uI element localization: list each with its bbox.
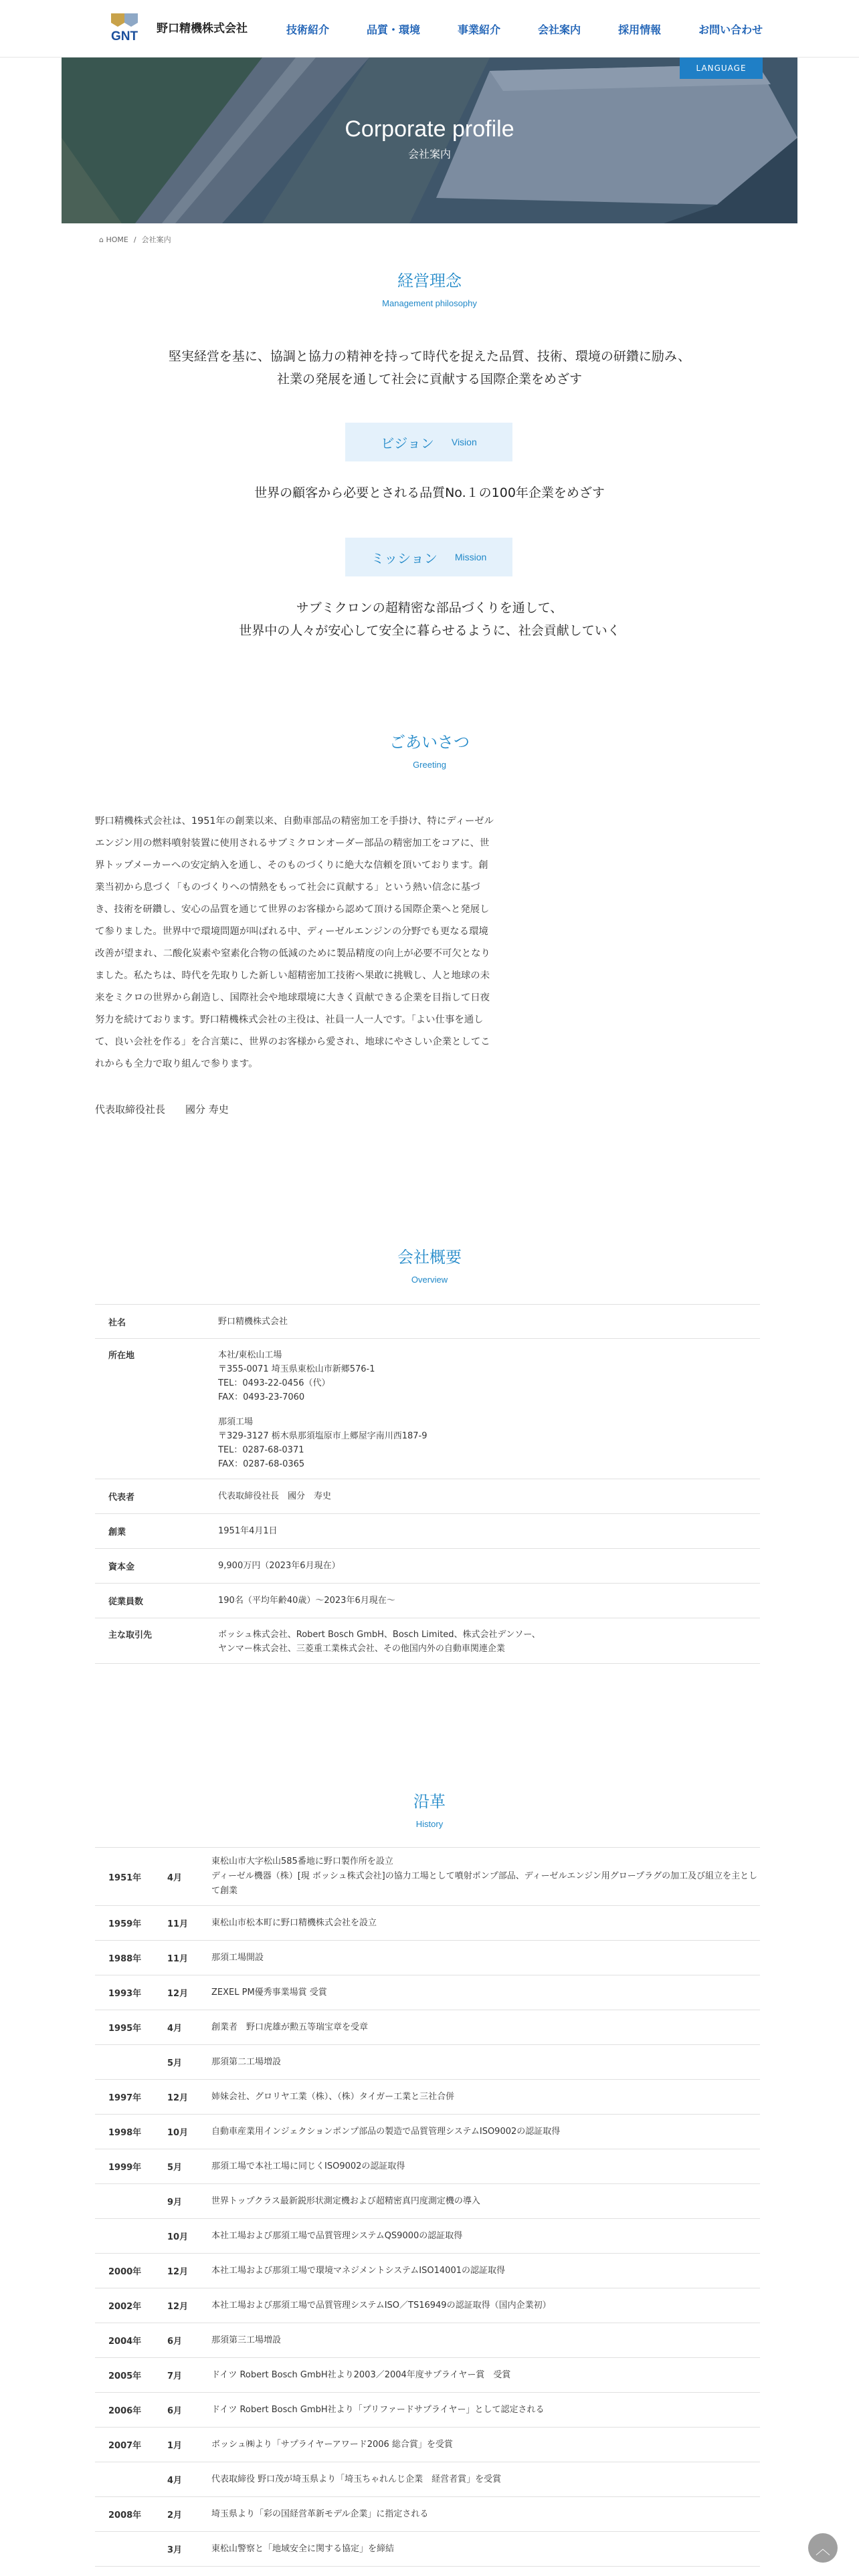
history-row (95, 2080, 760, 2115)
overview-value-line: 那須工場 (218, 1417, 254, 1427)
history-row (95, 2149, 760, 2184)
history-table (95, 1847, 760, 2567)
history-month: 12月 (167, 2302, 189, 2312)
mission-line-1: サブミクロンの超精密な部品づくりを通して、 (296, 601, 563, 615)
history-text: 那須工場開設 (211, 1952, 264, 1963)
overview-value-line: 野口精機株式会社 (218, 1316, 288, 1327)
nav-recruit[interactable]: 採用情報 (618, 23, 662, 36)
history-row (95, 1975, 760, 2010)
history-row (95, 2254, 760, 2288)
history-text: 本社工場および那須工場で環境マネジメントシステムISO14001の認証取得 (211, 2265, 505, 2276)
breadcrumb-separator: / (133, 235, 136, 244)
history-month: 5月 (167, 2058, 183, 2068)
overview-value-line: FAX：0493-23-7060 (218, 1392, 305, 1402)
breadcrumb (99, 234, 171, 245)
overview-row (95, 1479, 760, 1514)
mission-label-jp: ミッション (371, 550, 438, 566)
breadcrumb-current: 会社案内 (141, 235, 171, 244)
overview-value-line (218, 1404, 760, 1415)
history-title: 沿革 (413, 1792, 446, 1811)
history-row (95, 2393, 760, 2428)
hero-banner (62, 58, 797, 223)
nav-technology[interactable]: 技術紹介 (286, 23, 330, 36)
nav-contact[interactable]: お問い合わせ (698, 23, 763, 36)
overview-value-line: 〒355-0071 埼玉県東松山市新郷576-1 (218, 1364, 375, 1374)
philosophy-text (0, 345, 859, 391)
history-month: 2月 (167, 2510, 183, 2520)
overview-value-line: 代表取締役社長 國分 寿史 (218, 1491, 332, 1501)
overview-value (218, 1315, 760, 1329)
history-year: 2008年 (108, 2510, 142, 2520)
history-row (95, 1847, 760, 1906)
greeting-title-en: Greeting (413, 760, 446, 770)
overview-label: 代表者 (108, 1493, 135, 1503)
site-header (0, 0, 859, 58)
history-month: 12月 (167, 1989, 189, 1999)
company-logo[interactable] (99, 11, 248, 43)
overview-value-line: TEL：0287-68-0371 (218, 1445, 304, 1455)
overview-value (218, 1524, 760, 1538)
history-text: 東松山市大字松山585番地に野口製作所を設立 ディーゼル機器（株）[現 ボッシュ株式会社]の協力工場として噴射ポンプ部品、ディーゼルエンジン用グロープラグの加工及び組立を主として創業 (211, 1856, 758, 1896)
history-year: 2000年 (108, 2267, 142, 2277)
overview-row (95, 1549, 760, 1584)
hero-title: Corporate profile (345, 116, 514, 142)
vision-label-en: Vision (451, 437, 477, 447)
history-year: 1993年 (108, 1989, 142, 1999)
history-year: 1988年 (108, 1954, 142, 1964)
history-text: 那須第三工場増設 (211, 2335, 282, 2345)
history-text: 姉妹会社、グロリヤ工業（株）、（株）タイガー工業と三社合併 (211, 2091, 455, 2102)
overview-row (95, 1584, 760, 1618)
history-month: 12月 (167, 2267, 189, 2277)
history-text: ボッシュ㈱より「サプライヤーアワード2006 総合賞」を受賞 (211, 2439, 453, 2450)
history-title-en: History (415, 1819, 444, 1829)
language-button[interactable]: LANGUAGE (680, 58, 763, 79)
history-month: 4月 (167, 2476, 183, 2486)
overview-value-line: 190名（平均年齢40歳）～2023年6月現在～ (218, 1596, 395, 1606)
overview-row (95, 1304, 760, 1339)
nav-quality-environment[interactable]: 品質・環境 (367, 23, 421, 36)
history-month: 6月 (167, 2337, 183, 2347)
mission-line-2: 世界中の人々が安心して安全に暮らせるように、社会貢献していく (239, 623, 620, 638)
overview-value (218, 1628, 760, 1656)
history-month: 10月 (167, 2232, 189, 2242)
overview-value (218, 1348, 760, 1471)
history-month: 10月 (167, 2128, 189, 2138)
history-text: 埼玉県より「彩の国経営革新モデル企業」に指定される (211, 2508, 429, 2519)
back-to-top-button[interactable] (808, 2533, 838, 2563)
logo-mark (99, 11, 150, 43)
history-row (95, 1941, 760, 1975)
overview-value (218, 1489, 760, 1503)
history-row (95, 1906, 760, 1941)
history-text: 自動車産業用インジェクションポンプ部品の製造で品質管理システムISO9002の認証取得 (211, 2126, 561, 2137)
history-row (95, 2288, 760, 2323)
overview-value-line: ヤンマー株式会社、三菱重工業株式会社、その他国内外の自動車関連企業 (218, 1644, 505, 1654)
history-text: 本社工場および那須工場で品質管理システムQS9000の認証取得 (211, 2230, 463, 2241)
greeting-signer: 代表取締役社長 國分 寿史 (95, 1103, 229, 1115)
history-month: 11月 (167, 1919, 189, 1929)
overview-value (218, 1594, 760, 1608)
overview-title-en: Overview (411, 1275, 448, 1285)
overview-title: 会社概要 (397, 1248, 462, 1267)
overview-value-line: 9,900万円（2023年6月現在） (218, 1561, 341, 1571)
history-text: ドイツ Robert Bosch GmbH社より2003／2004年度サプライヤー賞 受賞 (211, 2369, 511, 2380)
overview-value-line: 1951年4月1日 (218, 1526, 278, 1536)
philosophy-title: 経営理念 (397, 272, 462, 290)
greeting-title: ごあいさつ (389, 733, 470, 752)
nav-company[interactable]: 会社案内 (538, 23, 581, 36)
history-text: ZEXEL PM優秀事業場賞 受賞 (211, 1987, 327, 1998)
main-nav (268, 0, 781, 58)
history-row (95, 2497, 760, 2532)
vision-label (345, 423, 512, 461)
history-text: 那須工場で本社工場に同じくISO9002の認証取得 (211, 2161, 405, 2171)
history-row (95, 2428, 760, 2462)
overview-row (95, 1514, 760, 1549)
overview-row (95, 1618, 760, 1664)
history-month: 12月 (167, 2093, 189, 2103)
overview-value-line: 本社/東松山工場 (218, 1350, 282, 1360)
history-year: 2007年 (108, 2441, 142, 2451)
history-month: 6月 (167, 2406, 183, 2416)
history-text: 本社工場および那須工場で品質管理システムISO／TS16949の認証取得（国内企業初） (211, 2300, 551, 2311)
overview-value-line: TEL：0493-22-0456（代） (218, 1378, 330, 1388)
hero-subtitle: 会社案内 (407, 148, 451, 160)
history-month: 4月 (167, 2024, 183, 2034)
history-year: 2005年 (108, 2371, 142, 2381)
overview-label: 主な取引先 (108, 1630, 153, 1640)
history-text: 世界トップクラス最新鋭形状測定機および超精密真円度測定機の導入 (211, 2195, 480, 2206)
history-text: 代表取締役 野口茂が埼玉県より「埼玉ちゃれんじ企業 経営者賞」を受賞 (211, 2474, 502, 2484)
company-name: 野口精機株式会社 (157, 21, 248, 35)
history-year: 1998年 (108, 2128, 142, 2138)
overview-label: 社名 (108, 1317, 126, 1328)
history-row (95, 2045, 760, 2080)
history-month: 11月 (167, 1954, 189, 1964)
overview-value (218, 1559, 760, 1573)
mission-label-en: Mission (454, 552, 487, 562)
vision-text: 世界の顧客から必要とされる品質No.１の100年企業をめざす (254, 486, 605, 500)
history-year: 1997年 (108, 2093, 142, 2103)
chevron-up-icon: ︿ (815, 2541, 830, 2558)
history-month: 3月 (167, 2545, 183, 2555)
history-row (95, 2219, 760, 2254)
history-row (95, 2184, 760, 2219)
history-year: 2004年 (108, 2337, 142, 2347)
philosophy-line-1: 堅実経営を基に、協調と協力の精神を持って時代を捉えた品質、技術、環境の研鑽に励み、 (168, 349, 691, 364)
history-year: 1951年 (108, 1872, 142, 1883)
history-month: 1月 (167, 2441, 183, 2451)
logo-text: GNT (110, 29, 138, 43)
greeting-body: 野口精機株式会社は、1951年の創業以来、自動車部品の精密加工を手掛け、特にディーゼルエンジン用の燃料噴射装置に使用されるサブミクロンオーダー部品の精密加工をコアに、世界トップメーカーへの安定納入を通し、そのものづくりに絶大な信頼を頂いております。創業当初から息づく「ものづくりへの情熱をもって社会に貢献する」という熱い信念に基づき、技術を研鑽し、安心の品質を通じて世界のお客様から認めて頂ける国際企業へと発展して参りました。世界中で環境問題が叫ばれる中、ディーゼルエンジンの分野でも更なる環境改善が望まれ、二酸化炭素や窒素化合物の低減のために製品精度の向上が必要不可欠となりました。私たちは、時代を先取りした新しい超精密加工技術へ果敢に挑戦し、人と地球の未来をミクロの世界から創造し、国際社会や地球環境に大きく貢献できる企業を目指して日夜努力を続けております。野口精機株式会社の主役は、社員一人一人です。「よい仕事を通して、良い会社を作る」を合言葉に、世界のお客様から愛され、地球にやさしい企業としてこれからも全力で取り組んで参ります。 (95, 816, 494, 1069)
history-month: 7月 (167, 2371, 183, 2381)
mission-text (0, 597, 859, 642)
history-text: 東松山市松本町に野口精機株式会社を設立 (211, 1917, 377, 1928)
philosophy-line-2: 社業の発展を通して社会に貢献する国際企業をめざす (276, 372, 582, 387)
mission-label (345, 538, 512, 576)
overview-label: 資本金 (108, 1562, 135, 1572)
overview-label: 所在地 (108, 1351, 135, 1361)
history-text: 創業者 野口虎雄が勲五等瑞宝章を受章 (211, 2022, 369, 2032)
history-month: 9月 (167, 2197, 183, 2208)
history-year: 1959年 (108, 1919, 142, 1929)
history-year: 1999年 (108, 2163, 142, 2173)
history-row (95, 2115, 760, 2149)
breadcrumb-home[interactable]: HOME (106, 235, 128, 244)
history-month: 4月 (167, 1872, 183, 1883)
history-row (95, 2358, 760, 2393)
history-year: 1995年 (108, 2024, 142, 2034)
history-row (95, 2010, 760, 2045)
overview-row (95, 1339, 760, 1479)
history-row (95, 2462, 760, 2497)
overview-value-line: ボッシュ株式会社、Robert Bosch GmbH、Bosch Limited、株式会社デンソー、 (218, 1630, 541, 1640)
overview-value-line: 〒329-3127 栃木県那須塩原市上郷屋字南川西187-9 (218, 1431, 427, 1441)
history-text: 東松山警察と「地域安全に関する協定」を締結 (211, 2543, 395, 2554)
history-month: 5月 (167, 2163, 183, 2173)
history-text: ドイツ Robert Bosch GmbH社より「プリファードサプライヤー」として認定される (211, 2404, 545, 2415)
overview-value-line: FAX：0287-68-0365 (218, 1459, 305, 1469)
history-year: 2006年 (108, 2406, 142, 2416)
vision-label-jp: ビジョン (381, 435, 434, 451)
history-text: 那須第二工場増設 (211, 2056, 282, 2067)
philosophy-title-en: Management philosophy (382, 298, 477, 308)
history-year: 2002年 (108, 2302, 142, 2312)
history-row (95, 2323, 760, 2358)
nav-business[interactable]: 事業紹介 (458, 23, 501, 36)
overview-label: 創業 (108, 1527, 126, 1537)
overview-label: 従業員数 (108, 1597, 144, 1607)
overview-table (95, 1304, 760, 1664)
history-row (95, 2532, 760, 2567)
home-icon: ⌂ (99, 235, 106, 244)
